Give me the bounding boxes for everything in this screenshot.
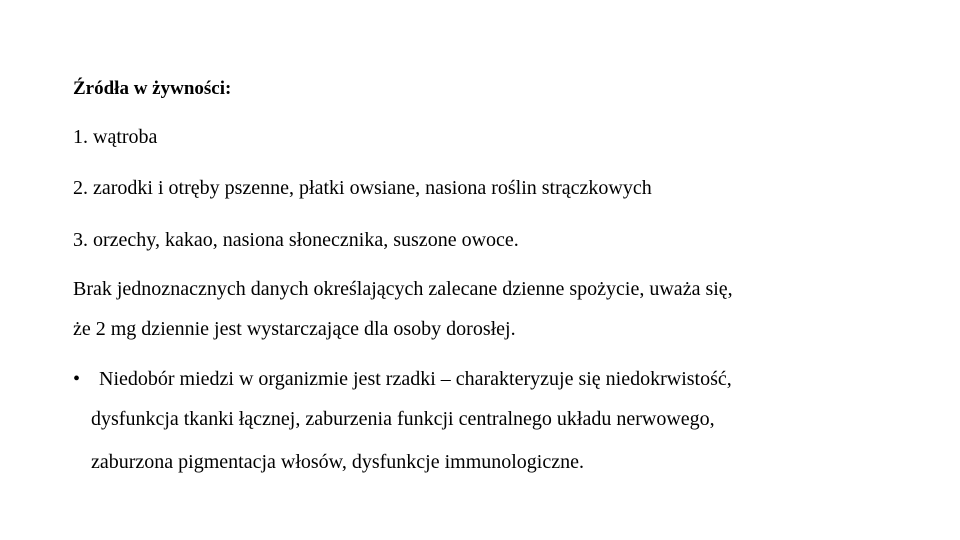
intake-note-line-1: Brak jednoznacznych danych określających zalecane dzienne spożycie, uważa się, (73, 278, 733, 300)
sources-heading: Źródła w żywności: (73, 78, 232, 99)
source-item-2: 2. zarodki i otręby pszenne, płatki owsiane, nasiona roślin strączkowych (73, 177, 652, 199)
deficiency-line-2: dysfunkcja tkanki łącznej, zaburzenia funkcji centralnego układu nerwowego, (91, 408, 715, 430)
source-item-3: 3. orzechy, kakao, nasiona słonecznika, suszone owoce. (73, 229, 519, 251)
intake-note-line-2: że 2 mg dziennie jest wystarczające dla osoby dorosłej. (73, 318, 516, 340)
bullet-icon: • (73, 368, 81, 390)
source-item-1: 1. wątroba (73, 126, 158, 148)
deficiency-line-1: Niedobór miedzi w organizmie jest rzadki – charakteryzuje się niedokrwistość, (99, 368, 732, 390)
deficiency-line-3: zaburzona pigmentacja włosów, dysfunkcje immunologiczne. (91, 451, 584, 473)
